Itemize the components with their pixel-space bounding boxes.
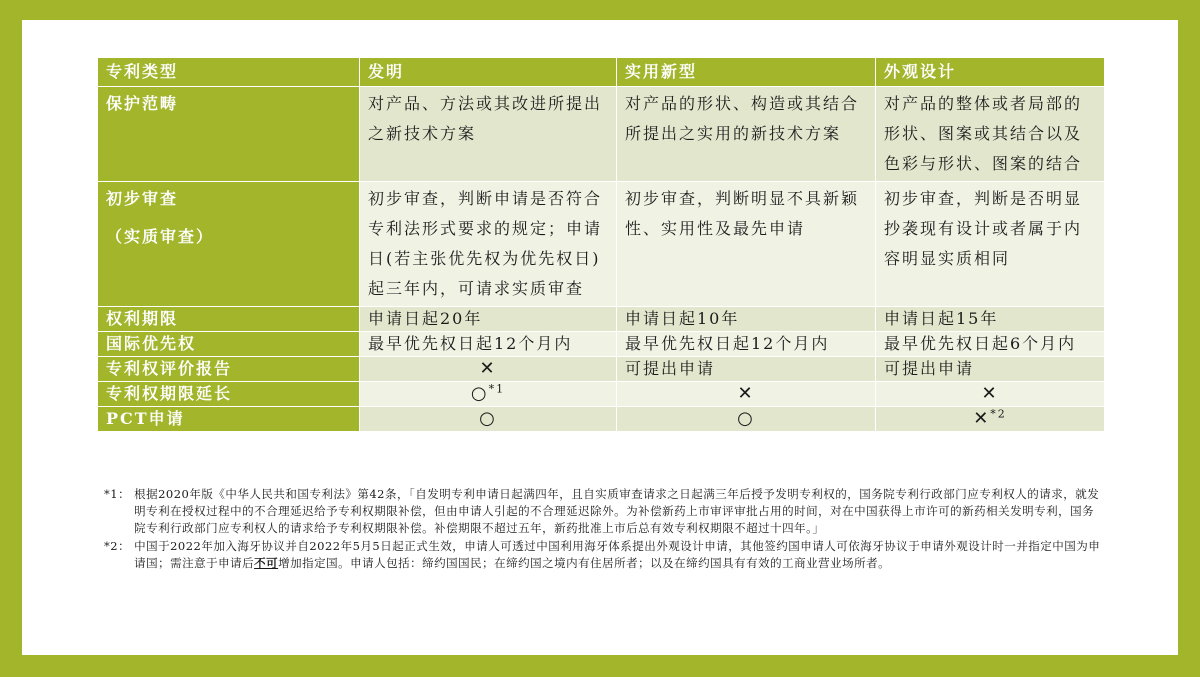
footnote-ref: *1 xyxy=(488,382,506,396)
footnote-text-part2: 增加指定国。申请人包括：缔约国国民；在缔约国之境内有住居所者；以及在缔约国具有有效的工商业营业场所者。 xyxy=(278,556,891,570)
cell-invention: 对产品、方法或其改进所提出之新技术方案 xyxy=(360,87,617,182)
footnotes xyxy=(104,486,1104,573)
footnote-2 xyxy=(104,538,1104,572)
row-exam xyxy=(98,182,1105,307)
cell-utility: 初步审查，判断明显不具新颖性、实用性及最先申请 xyxy=(617,182,876,307)
slide xyxy=(22,20,1178,655)
cell-design: 申请日起15年 xyxy=(876,307,1105,332)
row-label: 国际优先权 xyxy=(98,332,360,357)
cell-invention: 申请日起20年 xyxy=(360,307,617,332)
header-design: 外观设计 xyxy=(876,58,1105,87)
footnote-mark: *1： xyxy=(104,487,131,501)
cell-utility: 对产品的形状、构造或其结合所提出之实用的新技术方案 xyxy=(617,87,876,182)
row-pct xyxy=(98,407,1105,432)
footnote-ref: *2 xyxy=(990,407,1007,421)
row-term-extension xyxy=(98,382,1105,407)
cell-utility: 可提出申请 xyxy=(617,357,876,382)
row-label: 专利权期限延长 xyxy=(98,382,360,407)
cell-utility: 最早优先权日起12个月内 xyxy=(617,332,876,357)
row-scope xyxy=(98,87,1105,182)
header-utility-model: 实用新型 xyxy=(617,58,876,87)
cell-utility: 申请日起10年 xyxy=(617,307,876,332)
cell-invention xyxy=(360,382,617,407)
cell-design xyxy=(876,382,1105,407)
footnote-1 xyxy=(104,486,1104,537)
patent-comparison-table xyxy=(97,57,1105,432)
header-row xyxy=(98,58,1105,87)
cell-design xyxy=(876,407,1105,432)
footnote-text xyxy=(134,538,1104,572)
circle-icon: ○ xyxy=(479,408,497,429)
footnote-text: 根据2020年版《中华人民共和国专利法》第42条，「自发明专利申请日起满四年，且自实质审查请求之日起满三年后授予发明专利权的，国务院专利行政部门应专利权人的请求，就发明专利在授权过程中的不合理延迟给予专利权期限补偿，但由申请人引起的不合理延迟除外。为补偿新药上市审评审批占用的时间，对在中国获得上市许可的新药相关发明专利，国务院专利行政部门应专利权人的请求给予专利权期限补偿。补偿期限不超过五年，新药批准上市后总有效专利权期限不超过十四年。」 xyxy=(134,487,1100,535)
row-label: 专利权评价报告 xyxy=(98,357,360,382)
cell-invention xyxy=(360,407,617,432)
header-invention: 发明 xyxy=(360,58,617,87)
cross-icon: ✕ xyxy=(973,408,991,429)
cell-utility xyxy=(617,382,876,407)
row-label-line1: 初步审查 xyxy=(106,189,179,208)
row-label-line2: （实质审查） xyxy=(106,227,215,246)
cross-icon: ✕ xyxy=(737,383,755,404)
footnote-mark: *2： xyxy=(104,539,131,553)
circle-icon: ○ xyxy=(737,408,755,429)
cell-invention xyxy=(360,357,617,382)
cell-design: 最早优先权日起6个月内 xyxy=(876,332,1105,357)
cell-invention: 最早优先权日起12个月内 xyxy=(360,332,617,357)
cell-invention: 初步审查，判断申请是否符合专利法形式要求的规定；申请日(若主张优先权为优先权日)起三年内，可请求实质审查 xyxy=(360,182,617,307)
cross-icon: ✕ xyxy=(981,383,999,404)
row-evaluation-report xyxy=(98,357,1105,382)
header-patent-type: 专利类型 xyxy=(98,58,360,87)
circle-icon: ○ xyxy=(470,383,489,404)
footnote-text-part1: 中国于2022年加入海牙协议并自2022年5月5日起正式生效，申请人可透过中国利用海牙体系提出外观设计申请，其他签约国申请人可依海牙协议于申请外观设计时一并指定中国为申请国；需注意于申请后 xyxy=(134,539,1101,570)
cell-design: 对产品的整体或者局部的形状、图案或其结合以及色彩与形状、图案的结合 xyxy=(876,87,1105,182)
row-term xyxy=(98,307,1105,332)
cell-design: 可提出申请 xyxy=(876,357,1105,382)
cross-icon: ✕ xyxy=(479,358,497,379)
row-label: 保护范畴 xyxy=(98,87,360,182)
cell-utility xyxy=(617,407,876,432)
row-label xyxy=(98,182,360,307)
cell-design: 初步审查，判断是否明显抄袭现有设计或者属于内容明显实质相同 xyxy=(876,182,1105,307)
row-label: PCT申请 xyxy=(98,407,360,432)
row-label: 权利期限 xyxy=(98,307,360,332)
footnote-emphasis: 不可 xyxy=(254,556,279,570)
row-priority xyxy=(98,332,1105,357)
